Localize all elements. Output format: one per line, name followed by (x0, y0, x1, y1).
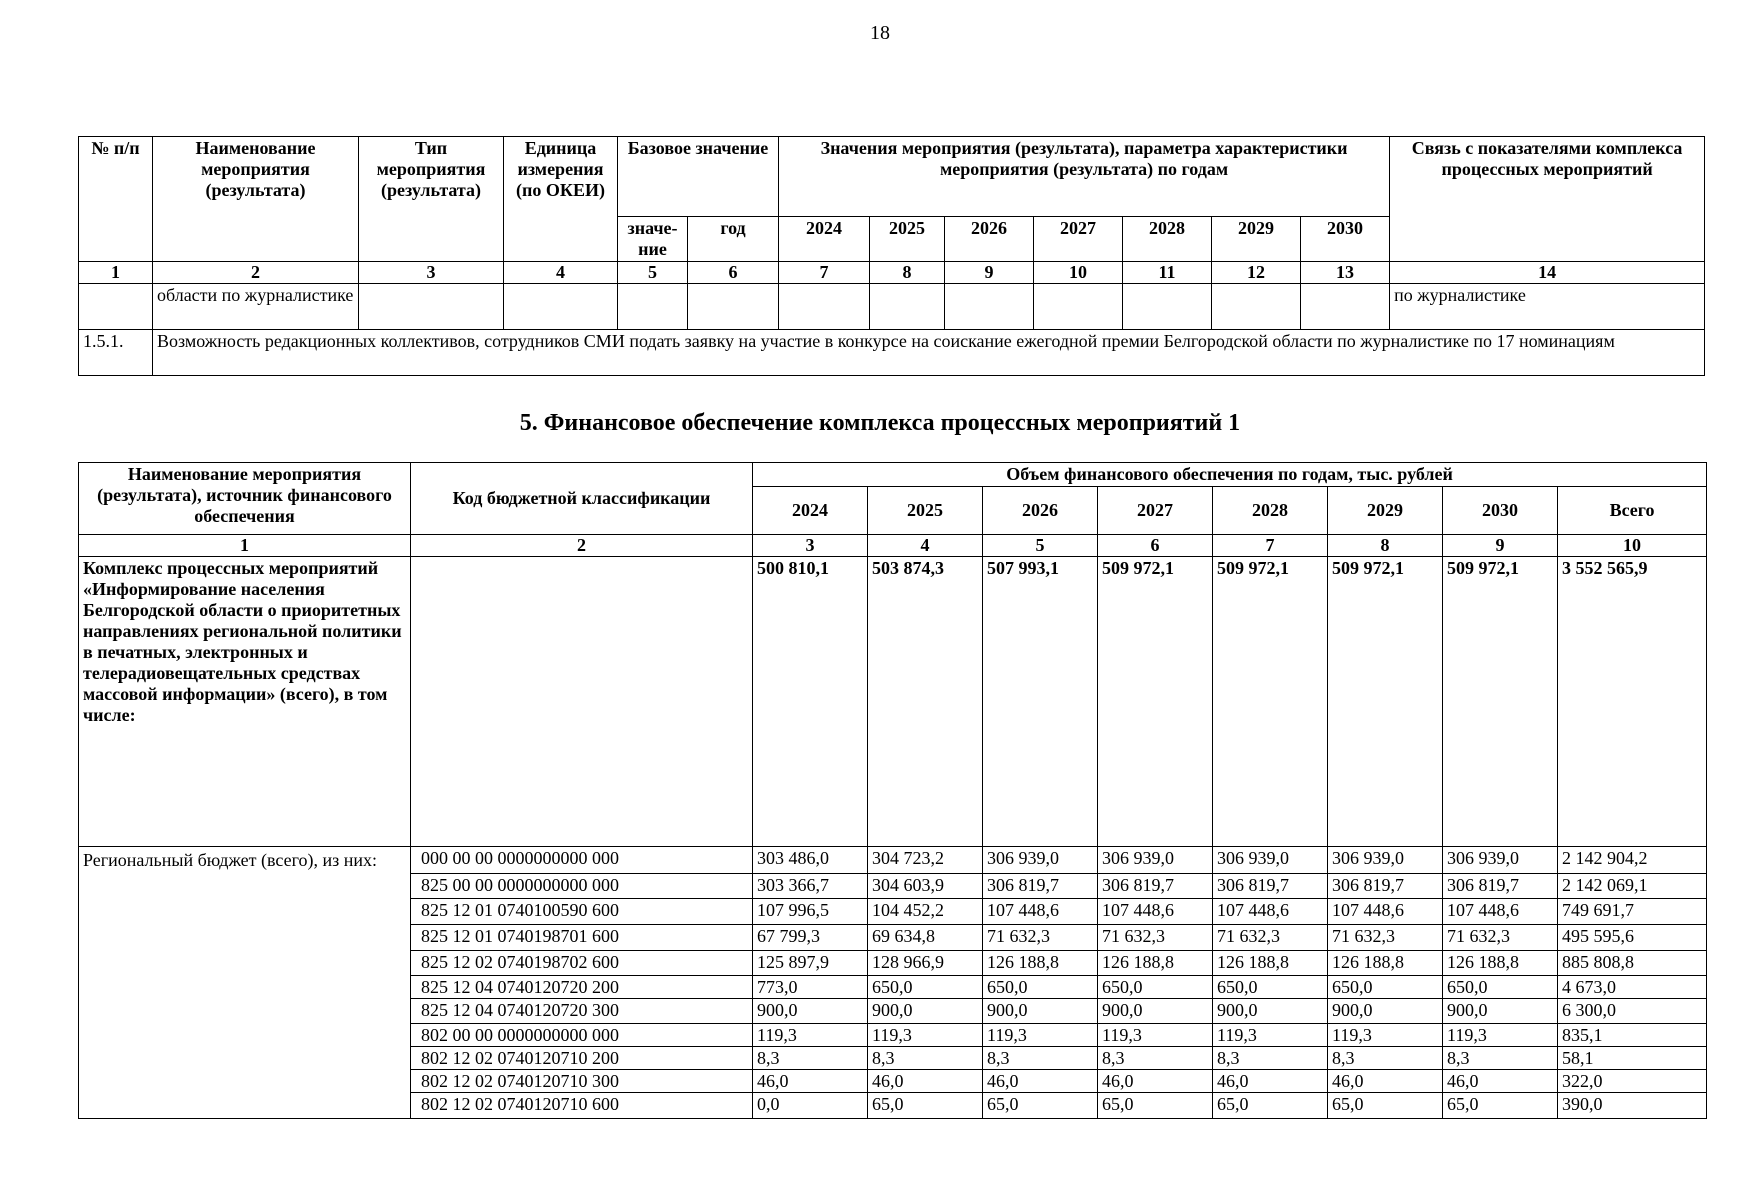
value-cell: 900,0 (1213, 999, 1328, 1024)
value-cell: 509 972,1 (1213, 557, 1328, 847)
value-cell: 390,0 (1558, 1093, 1707, 1119)
value-cell: 107 448,6 (983, 899, 1098, 925)
table-row (79, 557, 1707, 847)
value-cell: 128 966,9 (868, 951, 983, 976)
value-cell: 126 188,8 (1213, 951, 1328, 976)
value-cell: 900,0 (753, 999, 868, 1024)
col-number: 1 (79, 262, 153, 284)
value-cell: 126 188,8 (983, 951, 1098, 976)
value-cell: 119,3 (1098, 1024, 1213, 1047)
budget-code: 802 12 02 0740120710 600 (411, 1093, 753, 1119)
budget-code: 825 12 04 0740120720 200 (411, 976, 753, 999)
value-cell: 104 452,2 (868, 899, 983, 925)
table-row (79, 284, 1705, 330)
value-cell: 306 939,0 (1443, 847, 1558, 874)
header-link: Связь с показателями комплекса процессных мероприятий (1390, 137, 1705, 262)
header-year: 2028 (1123, 217, 1212, 262)
value-cell: 107 448,6 (1213, 899, 1328, 925)
value-cell: 65,0 (1328, 1093, 1443, 1119)
value-cell: 509 972,1 (1328, 557, 1443, 847)
value-cell: 650,0 (868, 976, 983, 999)
complex-name: Комплекс процессных мероприятий «Информирование населения Белгородской области о приоритетных направлениях региональной политики в печатных, электронных и телерадиовещательных средствах массовой информации» (всего), в том числе: (79, 557, 411, 847)
value-cell: 900,0 (1098, 999, 1213, 1024)
value-cell: 507 993,1 (983, 557, 1098, 847)
col-number: 8 (1328, 535, 1443, 557)
header-year: 2030 (1301, 217, 1390, 262)
value-cell: 46,0 (1328, 1070, 1443, 1093)
table-row (79, 847, 1707, 874)
value-cell: 8,3 (983, 1047, 1098, 1070)
value-cell: 495 595,6 (1558, 925, 1707, 951)
col-number: 9 (1443, 535, 1558, 557)
budget-code: 802 00 00 0000000000 000 (411, 1024, 753, 1047)
value-cell: 650,0 (1328, 976, 1443, 999)
header-year: 2029 (1212, 217, 1301, 262)
budget-code: 825 12 01 0740198701 600 (411, 925, 753, 951)
value-cell: 650,0 (983, 976, 1098, 999)
header-total: Всего (1558, 487, 1707, 535)
col-number: 5 (618, 262, 688, 284)
value-cell: 67 799,3 (753, 925, 868, 951)
row-num: 1.5.1. (79, 330, 153, 376)
value-cell: 509 972,1 (1443, 557, 1558, 847)
value-cell: 119,3 (983, 1024, 1098, 1047)
header-unit: Единица измерения (по ОКЕИ) (504, 137, 618, 262)
col-number: 3 (359, 262, 504, 284)
value-cell: 650,0 (1213, 976, 1328, 999)
header-year: 2030 (1443, 487, 1558, 535)
header-values: Значения мероприятия (результата), параметра характеристики мероприятия (результата) по годам (779, 137, 1390, 217)
value-cell: 8,3 (1098, 1047, 1213, 1070)
header-base-value: значе-ние (618, 217, 688, 262)
value-cell: 900,0 (1443, 999, 1558, 1024)
col-number: 9 (945, 262, 1034, 284)
header-year: 2024 (779, 217, 870, 262)
col-number: 8 (870, 262, 945, 284)
row-name: области по журналистике (153, 284, 359, 330)
value-cell: 900,0 (868, 999, 983, 1024)
value-cell: 126 188,8 (1328, 951, 1443, 976)
value-cell: 885 808,8 (1558, 951, 1707, 976)
regional-budget-label: Региональный бюджет (всего), из них: (79, 847, 411, 1119)
header-code: Код бюджетной классификации (411, 463, 753, 535)
value-cell: 119,3 (868, 1024, 983, 1047)
value-cell: 303 366,7 (753, 874, 868, 899)
value-cell: 306 939,0 (1328, 847, 1443, 874)
value-cell: 306 939,0 (1098, 847, 1213, 874)
budget-code: 802 12 02 0740120710 300 (411, 1070, 753, 1093)
col-number: 10 (1034, 262, 1123, 284)
value-cell: 306 819,7 (1213, 874, 1328, 899)
col-number: 13 (1301, 262, 1390, 284)
value-cell: 46,0 (983, 1070, 1098, 1093)
col-number: 3 (753, 535, 868, 557)
value-cell: 2 142 069,1 (1558, 874, 1707, 899)
value-cell: 8,3 (1328, 1047, 1443, 1070)
row-text: Возможность редакционных коллективов, сотрудников СМИ подать заявку на участие в конкурсе на соискание ежегодной премии Белгородской области по журналистике по 17 номинациям (153, 330, 1705, 376)
value-cell: 69 634,8 (868, 925, 983, 951)
value-cell: 58,1 (1558, 1047, 1707, 1070)
header-type: Тип мероприятия (результата) (359, 137, 504, 262)
col-number: 5 (983, 535, 1098, 557)
results-table (78, 136, 1705, 376)
header-year: 2024 (753, 487, 868, 535)
value-cell: 306 819,7 (1328, 874, 1443, 899)
value-cell: 119,3 (753, 1024, 868, 1047)
value-cell: 65,0 (868, 1093, 983, 1119)
header-base: Базовое значение (618, 137, 779, 217)
header-year: 2029 (1328, 487, 1443, 535)
col-number: 7 (1213, 535, 1328, 557)
value-cell: 8,3 (1213, 1047, 1328, 1070)
value-cell: 306 819,7 (1098, 874, 1213, 899)
col-number: 4 (868, 535, 983, 557)
value-cell: 107 448,6 (1443, 899, 1558, 925)
header-num: № п/п (79, 137, 153, 262)
value-cell: 125 897,9 (753, 951, 868, 976)
value-cell: 500 810,1 (753, 557, 868, 847)
value-cell: 304 723,2 (868, 847, 983, 874)
header-year: 2026 (945, 217, 1034, 262)
value-cell: 322,0 (1558, 1070, 1707, 1093)
col-number: 12 (1212, 262, 1301, 284)
header-year: 2025 (868, 487, 983, 535)
value-cell: 119,3 (1328, 1024, 1443, 1047)
budget-code: 802 12 02 0740120710 200 (411, 1047, 753, 1070)
header-name: Наименование мероприятия (результата) (153, 137, 359, 262)
value-cell: 306 939,0 (1213, 847, 1328, 874)
value-cell: 65,0 (983, 1093, 1098, 1119)
col-number: 2 (153, 262, 359, 284)
value-cell: 900,0 (1328, 999, 1443, 1024)
value-cell: 65,0 (1098, 1093, 1213, 1119)
value-cell: 107 448,6 (1098, 899, 1213, 925)
col-number: 6 (688, 262, 779, 284)
col-number: 7 (779, 262, 870, 284)
value-cell: 503 874,3 (868, 557, 983, 847)
value-cell: 71 632,3 (1443, 925, 1558, 951)
page-number: 18 (870, 22, 890, 44)
value-cell: 107 996,5 (753, 899, 868, 925)
value-cell: 306 819,7 (983, 874, 1098, 899)
value-cell: 71 632,3 (1328, 925, 1443, 951)
value-cell: 46,0 (1098, 1070, 1213, 1093)
value-cell: 119,3 (1213, 1024, 1328, 1047)
value-cell: 8,3 (1443, 1047, 1558, 1070)
section-title: 5. Финансовое обеспечение комплекса процессных мероприятий 1 (519, 410, 1241, 436)
value-cell: 65,0 (1213, 1093, 1328, 1119)
value-cell: 71 632,3 (1098, 925, 1213, 951)
value-cell: 46,0 (753, 1070, 868, 1093)
header-volume: Объем финансового обеспечения по годам, тыс. рублей (753, 463, 1707, 487)
value-cell: 126 188,8 (1443, 951, 1558, 976)
header-year: 2027 (1098, 487, 1213, 535)
value-cell: 46,0 (1213, 1070, 1328, 1093)
header-year: 2027 (1034, 217, 1123, 262)
value-cell: 749 691,7 (1558, 899, 1707, 925)
header-year: 2025 (870, 217, 945, 262)
value-cell: 107 448,6 (1328, 899, 1443, 925)
header-base-year: год (688, 217, 779, 262)
value-cell: 71 632,3 (983, 925, 1098, 951)
value-cell: 2 142 904,2 (1558, 847, 1707, 874)
value-cell: 6 300,0 (1558, 999, 1707, 1024)
header-year: 2028 (1213, 487, 1328, 535)
header-name: Наименование мероприятия (результата), источник финансового обеспечения (79, 463, 411, 535)
value-cell: 509 972,1 (1098, 557, 1213, 847)
value-cell: 65,0 (1443, 1093, 1558, 1119)
value-cell: 650,0 (1098, 976, 1213, 999)
value-cell: 8,3 (868, 1047, 983, 1070)
complex-code (411, 557, 753, 847)
value-cell: 0,0 (753, 1093, 868, 1119)
value-cell: 8,3 (753, 1047, 868, 1070)
col-number: 6 (1098, 535, 1213, 557)
col-number: 2 (411, 535, 753, 557)
value-cell: 126 188,8 (1098, 951, 1213, 976)
value-cell: 303 486,0 (753, 847, 868, 874)
value-cell: 46,0 (868, 1070, 983, 1093)
value-cell: 71 632,3 (1213, 925, 1328, 951)
header-year: 2026 (983, 487, 1098, 535)
value-cell: 119,3 (1443, 1024, 1558, 1047)
value-cell: 4 673,0 (1558, 976, 1707, 999)
budget-code: 000 00 00 0000000000 000 (411, 847, 753, 874)
value-cell: 304 603,9 (868, 874, 983, 899)
value-cell: 900,0 (983, 999, 1098, 1024)
col-number: 10 (1558, 535, 1707, 557)
value-cell: 835,1 (1558, 1024, 1707, 1047)
value-cell: 3 552 565,9 (1558, 557, 1707, 847)
budget-code: 825 00 00 0000000000 000 (411, 874, 753, 899)
col-number: 14 (1390, 262, 1705, 284)
col-number: 1 (79, 535, 411, 557)
table-row (79, 330, 1705, 376)
finance-table (78, 462, 1707, 1119)
budget-code: 825 12 04 0740120720 300 (411, 999, 753, 1024)
value-cell: 773,0 (753, 976, 868, 999)
value-cell: 306 939,0 (983, 847, 1098, 874)
value-cell: 650,0 (1443, 976, 1558, 999)
value-cell: 46,0 (1443, 1070, 1558, 1093)
col-number: 11 (1123, 262, 1212, 284)
row-link: по журналистике (1390, 284, 1705, 330)
budget-code: 825 12 02 0740198702 600 (411, 951, 753, 976)
col-number: 4 (504, 262, 618, 284)
budget-code: 825 12 01 0740100590 600 (411, 899, 753, 925)
value-cell: 306 819,7 (1443, 874, 1558, 899)
